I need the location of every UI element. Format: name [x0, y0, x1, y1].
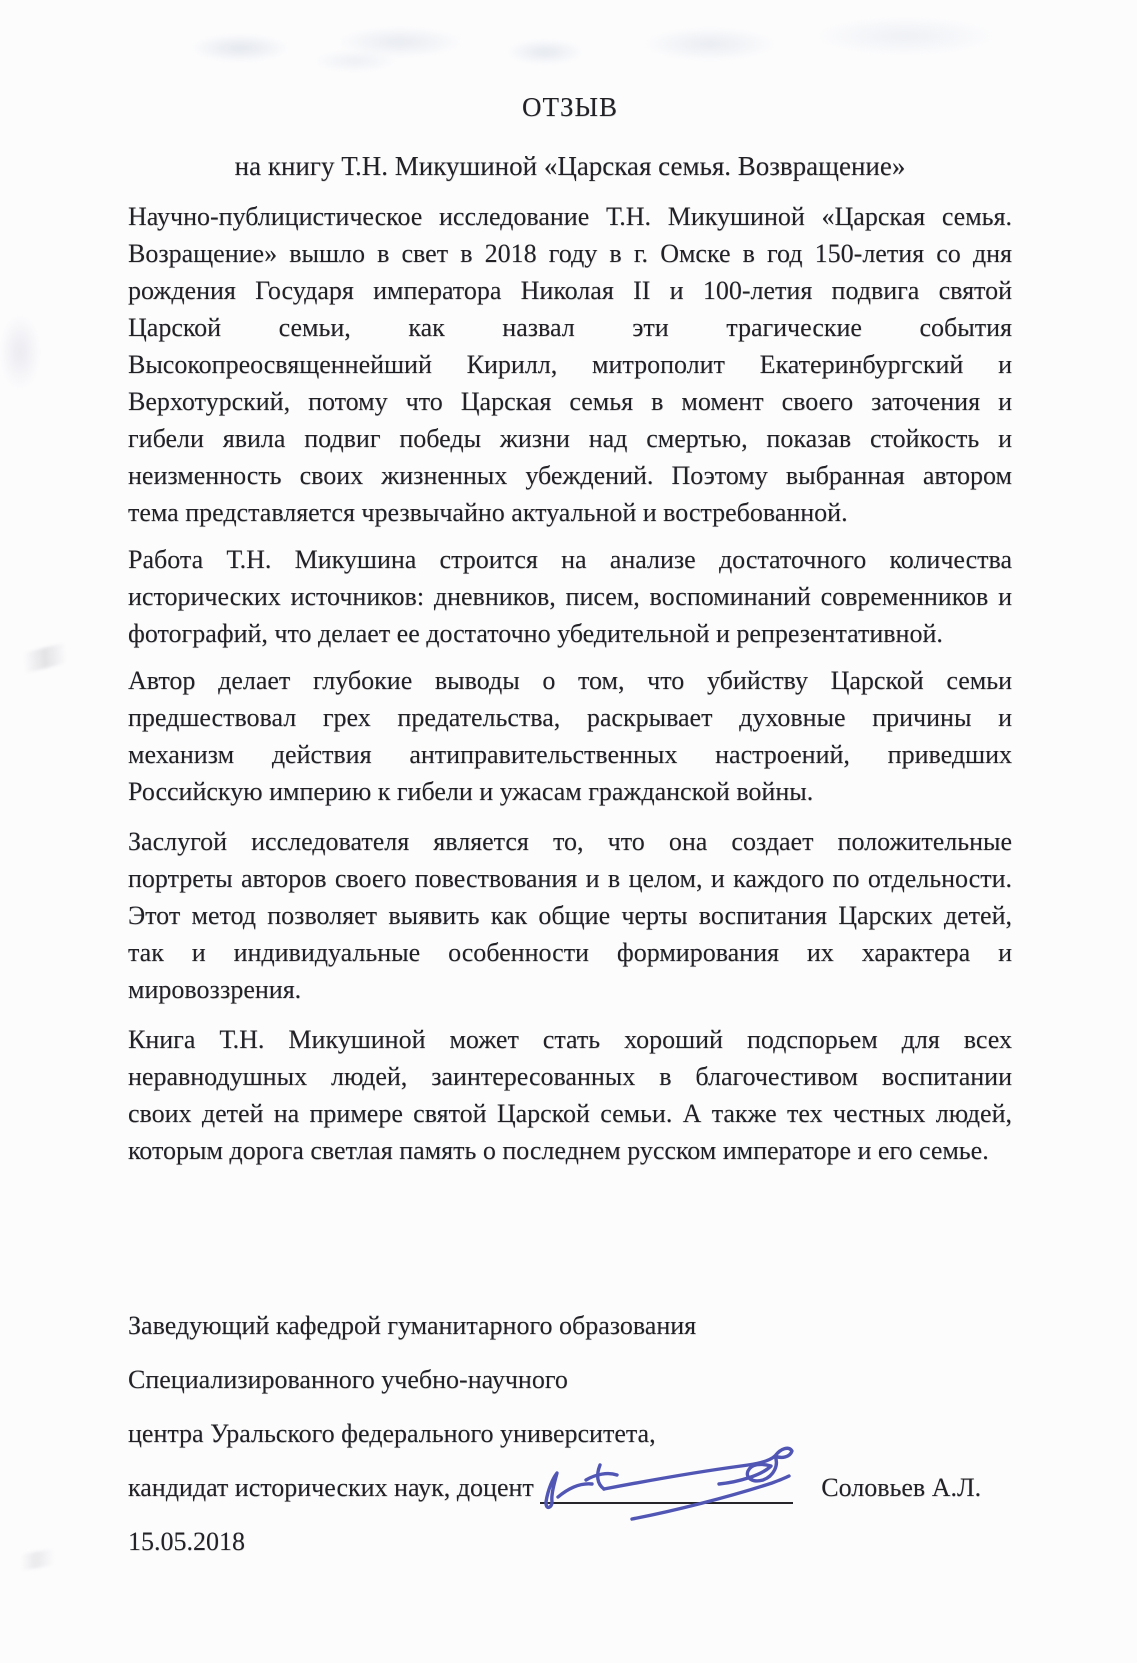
body-line: механизм действия антиправительственных настроений, приведших: [128, 740, 1012, 769]
body-line: Заслугой исследователя является то, что она создает положительные: [128, 827, 1012, 856]
scan-artifact-left: [2, 292, 62, 412]
document-title: ОТЗЫВ: [521, 92, 619, 122]
body-line: Российскую империю к гибели и ужасам гражданской войны.: [128, 777, 814, 806]
signer-name: Соловьев А.Л.: [821, 1473, 982, 1502]
body-line: Возращение» вышло в свет в 2018 году в г. Омске в год 150-летия со дня: [128, 239, 1012, 268]
body-line: Этот метод позволяет выявить как общие черты воспитания Царских детей,: [128, 901, 1012, 930]
paragraph-recommendation: [128, 1021, 1012, 1169]
body-line: неизменность своих жизненных убеждений. Поэтому выбранная автором: [128, 461, 1012, 490]
body-line: исторических источников: дневников, писем, воспоминаний современников и: [128, 582, 1012, 611]
body-line: неравнодушных людей, заинтересованных в благочестивом воспитании: [128, 1062, 1012, 1091]
paragraph-introduction: [128, 198, 1012, 531]
document-subtitle: на книгу Т.Н. Микушиной «Царская семья. Возвращение»: [234, 151, 906, 181]
signer-position-line-3: центра Уральского федерального университета,: [128, 1419, 656, 1448]
scan-artifact-top: [0, 6, 1137, 84]
signer-position-line-1: Заведующий кафедрой гуманитарного образования: [128, 1311, 697, 1340]
signature-underline: [540, 1476, 793, 1504]
scan-artifact-bottom-left: [5, 1547, 67, 1573]
body-line: Высокопреосвященнейший Кирилл, митрополит Екатеринбургский и: [128, 350, 1012, 379]
signer-degree-text: кандидат исторических наук, доцент: [128, 1473, 534, 1502]
body-line: Верхотурский, потому что Царская семья в момент своего заточения и: [128, 387, 1012, 416]
body-line: Царской семьи, как назвал эти трагические события: [128, 313, 1012, 342]
signer-row: [128, 1469, 1012, 1506]
paragraph-conclusions: [128, 662, 1012, 810]
signature-section: [128, 1307, 1012, 1560]
body-line: тема представляется чрезвычайно актуальной и востребованной.: [128, 498, 848, 527]
body-line: своих детей на примере святой Царской семьи. А также тех честных людей,: [128, 1099, 1012, 1128]
body-line: предшествовал грех предательства, раскрывает духовные причины и: [128, 703, 1012, 732]
document-date: 15.05.2018: [128, 1527, 245, 1556]
signer-position-line-2: Специализированного учебно-научного: [128, 1365, 568, 1394]
body-line: Научно-публицистическое исследование Т.Н. Микушиной «Царская семья.: [128, 202, 1012, 231]
body-line: Автор делает глубокие выводы о том, что убийству Царской семьи: [128, 666, 1012, 695]
body-line: портреты авторов своего повествования и в целом, и каждого по отдельности.: [128, 864, 1012, 893]
body-line: Работа Т.Н. Микушина строится на анализе достаточного количества: [128, 545, 1012, 574]
body-line: гибели явила подвиг победы жизни над смертью, показав стойкость и: [128, 424, 1012, 453]
body-line: мировоззрения.: [128, 975, 302, 1004]
body-line: Книга Т.Н. Микушиной может стать хороший подспорьем для всех: [128, 1025, 1012, 1054]
body-line: рождения Государя императора Николая II и 100-летия подвига святой: [128, 276, 1012, 305]
body-line: которым дорога светлая память о последнем русском императоре и его семье.: [128, 1136, 989, 1165]
paragraph-sources: [128, 541, 1012, 652]
handwritten-signature-ink: [534, 1439, 819, 1524]
scan-artifact-margin-mark: [9, 640, 82, 676]
body-line: фотографий, что делает ее достаточно убедительной и репрезентативной.: [128, 619, 943, 648]
body-line: так и индивидуальные особенности формирования их характера и: [128, 938, 1012, 967]
paragraph-merits: [128, 823, 1012, 1008]
